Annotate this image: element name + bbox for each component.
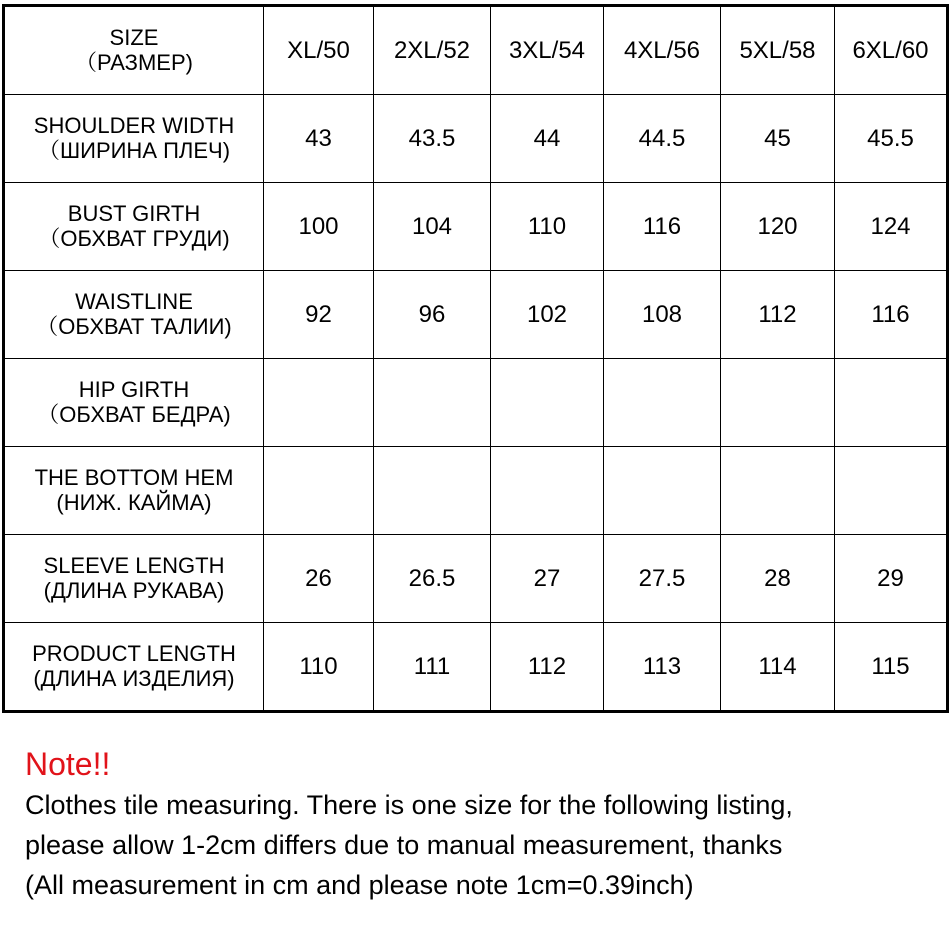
row-label-en: SHOULDER WIDTH: [33, 113, 235, 139]
size-column-header: 3XL/54: [491, 6, 604, 95]
size-header-ru: （РАЗМЕР): [75, 49, 193, 75]
table-cell: 26: [264, 535, 374, 623]
size-header-en: SIZE: [109, 25, 159, 51]
note-line: please allow 1-2cm differs due to manual measurement, thanks: [25, 830, 783, 861]
table-cell: 100: [264, 183, 374, 271]
table-cell: 108: [604, 271, 721, 359]
table-cell: [604, 359, 721, 447]
table-cell: 28: [721, 535, 835, 623]
table-cell: 43: [264, 95, 374, 183]
note-line: (All measurement in cm and please note 1cm=0.39inch): [25, 870, 694, 901]
row-label-cell: [4, 95, 264, 183]
table-row-bottom-hem: [4, 447, 948, 535]
table-cell: 45.5: [835, 95, 948, 183]
row-label-en: WAISTLINE: [75, 289, 193, 315]
row-label-ru: （ОБХВАТ ГРУДИ): [38, 225, 230, 251]
size-chart-body: [4, 6, 948, 712]
row-label-en: PRODUCT LENGTH: [32, 641, 236, 667]
table-cell: 27.5: [604, 535, 721, 623]
row-label-cell: [4, 447, 264, 535]
row-label-ru: （ОБХВАТ БЕДРА): [37, 401, 231, 427]
table-cell: 115: [835, 623, 948, 712]
header-row: [4, 6, 948, 95]
row-label-cell: [4, 183, 264, 271]
table-cell: 26.5: [374, 535, 491, 623]
row-label-ru: （ШИРИНА ПЛЕЧ): [37, 137, 231, 163]
table-cell: 116: [835, 271, 948, 359]
table-cell: 112: [721, 271, 835, 359]
row-label-cell: [4, 535, 264, 623]
table-cell: 43.5: [374, 95, 491, 183]
table-cell: 104: [374, 183, 491, 271]
table-cell: [264, 447, 374, 535]
table-cell: [491, 447, 604, 535]
row-label-ru: （ОБХВАТ ТАЛИИ): [36, 313, 232, 339]
table-cell: [835, 359, 948, 447]
table-cell: 112: [491, 623, 604, 712]
table-cell: [721, 447, 835, 535]
table-cell: [491, 359, 604, 447]
measurement-note: [25, 745, 945, 905]
table-cell: 27: [491, 535, 604, 623]
table-row-shoulder-width: [4, 95, 948, 183]
table-row-bust-girth: [4, 183, 948, 271]
row-label-ru: (ДЛИНА РУКАВА): [43, 577, 225, 603]
size-column-header: 4XL/56: [604, 6, 721, 95]
row-label-ru: (НИЖ. КАЙМА): [56, 489, 212, 515]
table-cell: 111: [374, 623, 491, 712]
table-row-hip-girth: [4, 359, 948, 447]
table-cell: [835, 447, 948, 535]
size-chart-table: [2, 4, 949, 713]
table-cell: 96: [374, 271, 491, 359]
row-label-cell: [4, 623, 264, 712]
table-cell: 45: [721, 95, 835, 183]
table-row-product-length: [4, 623, 948, 712]
size-column-header: XL/50: [264, 6, 374, 95]
size-column-header: 5XL/58: [721, 6, 835, 95]
row-label-en: SLEEVE LENGTH: [43, 553, 225, 579]
table-cell: 116: [604, 183, 721, 271]
table-cell: 44.5: [604, 95, 721, 183]
table-cell: 114: [721, 623, 835, 712]
table-cell: 110: [491, 183, 604, 271]
table-cell: 113: [604, 623, 721, 712]
table-cell: [374, 447, 491, 535]
note-title: Note!!: [25, 746, 111, 782]
row-label-en: BUST GIRTH: [67, 201, 201, 227]
note-line: Clothes tile measuring. There is one size for the following listing,: [25, 790, 793, 821]
table-cell: [264, 359, 374, 447]
table-row-waistline: [4, 271, 948, 359]
table-cell: [721, 359, 835, 447]
table-cell: [604, 447, 721, 535]
row-label-en: THE BOTTOM HEM: [34, 465, 234, 491]
row-label-cell: [4, 271, 264, 359]
table-row-sleeve-length: [4, 535, 948, 623]
table-cell: 29: [835, 535, 948, 623]
table-cell: 110: [264, 623, 374, 712]
table-cell: 124: [835, 183, 948, 271]
table-cell: 92: [264, 271, 374, 359]
table-cell: 102: [491, 271, 604, 359]
row-label-en: HIP GIRTH: [78, 377, 190, 403]
row-label-cell: [4, 359, 264, 447]
table-cell: 120: [721, 183, 835, 271]
table-cell: [374, 359, 491, 447]
table-cell: 44: [491, 95, 604, 183]
row-label-ru: (ДЛИНА ИЗДЕЛИЯ): [33, 665, 235, 691]
size-header-cell: [4, 6, 264, 95]
size-column-header: 6XL/60: [835, 6, 948, 95]
size-column-header: 2XL/52: [374, 6, 491, 95]
